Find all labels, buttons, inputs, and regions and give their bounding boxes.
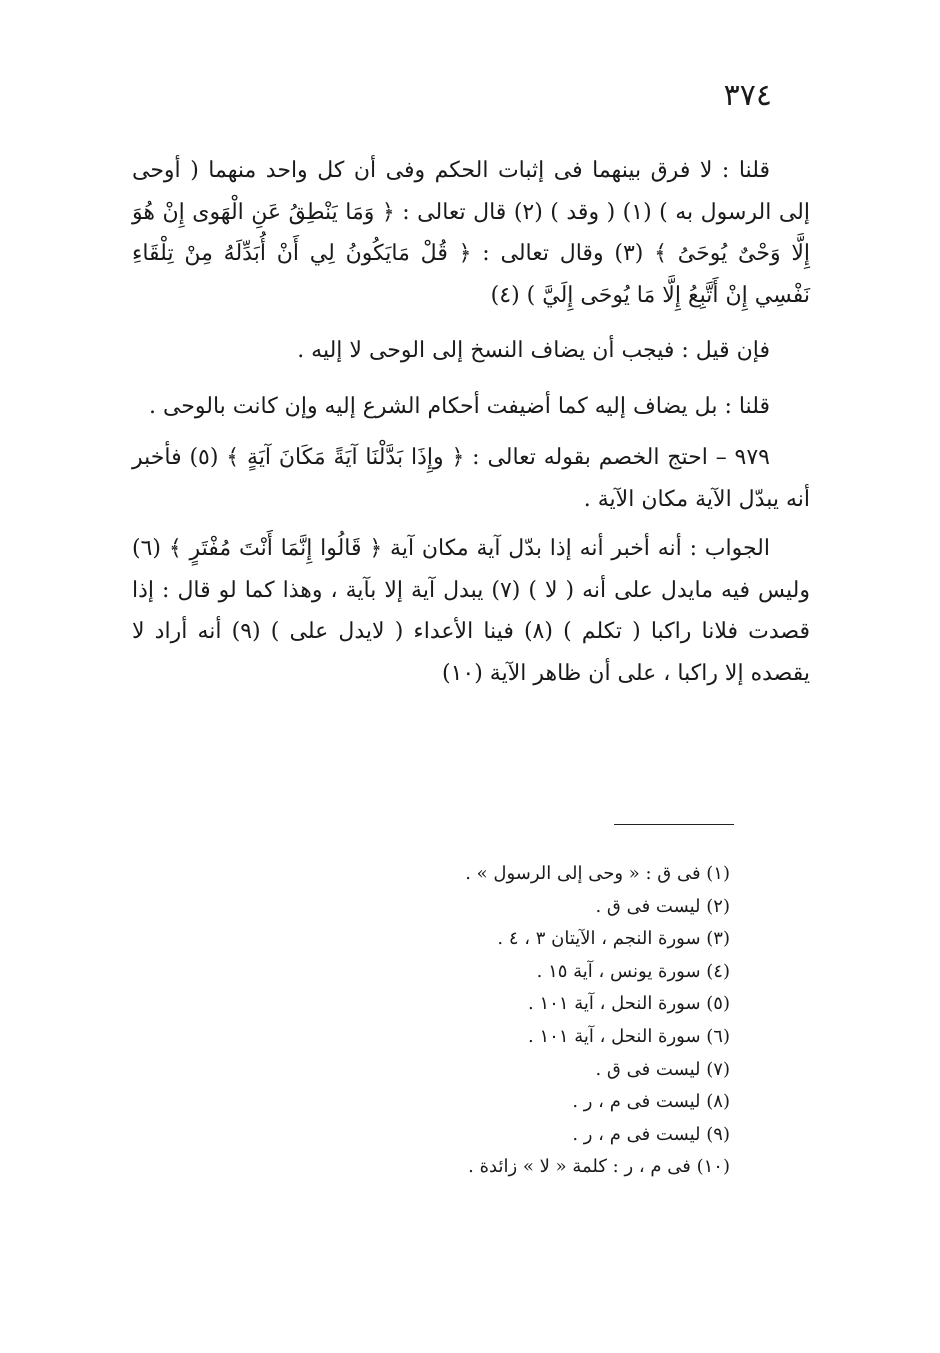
paragraph-4: ٩٧٩ – احتج الخصم بقوله تعالى : ﴿ وإِذَا بَدَّلْنَا آيَةً مَكَانَ آيَةٍ ﴾ (٥) فأخبر أنه يبدّل الآية مكان الآية . [132, 445, 810, 512]
footnote-7: (٧) ليست فى ق . [595, 1058, 730, 1080]
main-text [132, 150, 810, 694]
page-number: ٣٧٤ [723, 78, 772, 113]
footnote-1: (١) فى ق : « وحى إلى الرسول » . [465, 863, 730, 884]
footnotes-list [300, 858, 730, 1184]
footnote-divider [614, 824, 734, 825]
paragraph-3: قلنا : بل يضاف إليه كما أضيفت أحكام الشرع إليه وإن كانت بالوحى . [148, 393, 770, 419]
footnote-8: (٨) ليست فى م ، ر . [572, 1091, 730, 1113]
footnote-2: (٢) ليست فى ق . [595, 895, 730, 917]
footnote-5: (٥) سورة النحل ، آية ١٠١ . [528, 993, 730, 1015]
footnote-10: (١٠) فى م ، ر : كلمة « لا » زائدة . [468, 1156, 730, 1178]
paragraph-1: قلنا : لا فرق بينهما فى إثبات الحكم وفى أن كل واحد منهما ( أوحى إلى الرسول به ) (١) ( وقد ) (٢) قال تعالى : ﴿ وَمَا يَنْطِقُ عَنِ الْهَوى إِنْ هُوَ إِلَّا وَحْىٌ يُوحَىُ ﴾ (٣) وقال تعالى : ﴿ قُلْ مَايَكُونُ لِي أَنْ أُبَدِّلَهُ مِنْ تِلْقَاءِ نَفْسِي إِنْ أَتَّبِعُ إِلَّا مَا يُوحَى إِلَيَّ ) (٤) [132, 158, 811, 308]
footnote-9: (٩) ليست فى م ، ر . [572, 1123, 730, 1145]
paragraph-5: الجواب : أنه أخبر أنه إذا بدّل آية مكان آية ﴿ قَالُوا إِنَّمَا أَنْتَ مُفْتَرٍ ﴾ (٦) وليس فيه مايدل على أنه ( لا ) (٧) يبدل آية إلا بآية ، وهذا كما لو قال : إذا قصدت فلانا راكبا ( تكلم ) (٨) فينا الأعداء ( لايدل على ) (٩) أنه أراد لا يقصده إلا راكبا ، على أن ظاهر الآية (١٠) [132, 536, 810, 686]
footnote-4: (٤) سورة يونس ، آية ١٥ . [536, 960, 730, 982]
footnote-3: (٣) سورة النجم ، الآيتان ٣ ، ٤ . [497, 928, 730, 950]
footnote-6: (٦) سورة النحل ، آية ١٠١ . [528, 1025, 730, 1047]
paragraph-2: فإن قيل : فيجب أن يضاف النسخ إلى الوحى لا إليه . [297, 338, 770, 363]
